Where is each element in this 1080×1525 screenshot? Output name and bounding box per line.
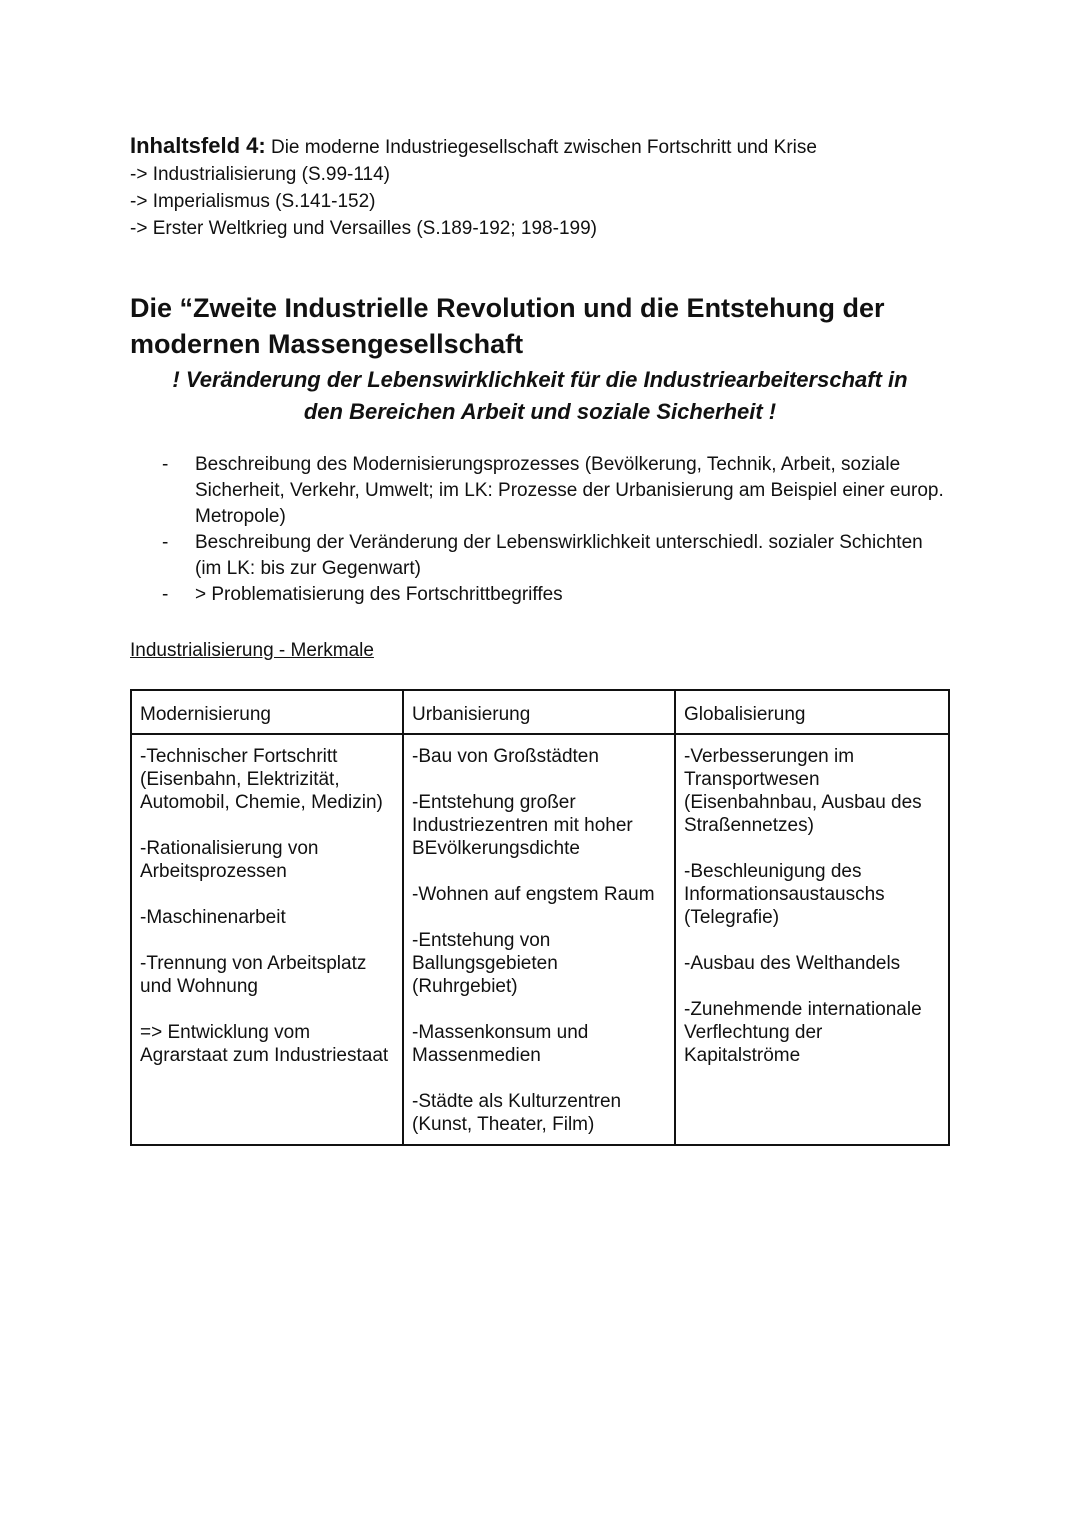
cell-item: -Massenkonsum und Massenmedien bbox=[412, 1022, 589, 1066]
cell-item: -Entstehung von Ballungsgebieten (Ruhrgebiet) bbox=[412, 930, 558, 997]
column-header-urbanisierung: Urbanisierung bbox=[403, 690, 675, 734]
bullet-marker: - bbox=[162, 454, 169, 475]
cell-item: -Bau von Großstädten bbox=[412, 746, 599, 767]
bullet-item bbox=[150, 530, 950, 582]
cell-item: -Entstehung großer Industriezentren mit hoher BEvölkerungsdichte bbox=[412, 792, 633, 859]
table-row bbox=[131, 734, 949, 1145]
table-cell-urbanisierung bbox=[403, 734, 675, 1145]
bullet-marker: - bbox=[162, 532, 169, 553]
table-cell-globalisierung bbox=[675, 734, 949, 1145]
topic-reference-industrialisierung: -> Industrialisierung (S.99-114) bbox=[130, 164, 390, 185]
page-subtitle-line-2: den Bereichen Arbeit und soziale Sicherheit ! bbox=[303, 399, 777, 424]
table-cell-modernisierung bbox=[131, 734, 403, 1145]
features-table bbox=[130, 689, 950, 1146]
cell-item: -Technischer Fortschritt (Eisenbahn, Elektrizität, Automobil, Chemie, Medizin) bbox=[140, 746, 383, 813]
cell-item: -Maschinenarbeit bbox=[140, 907, 286, 928]
cell-item: -Trennung von Arbeitsplatz und Wohnung bbox=[140, 953, 367, 997]
topic-reference-imperialismus: -> Imperialismus (S.141-152) bbox=[130, 191, 376, 212]
bullet-item bbox=[150, 582, 950, 608]
page-subtitle-line-1: ! Veränderung der Lebenswirklichkeit für die Industriearbeiterschaft in bbox=[172, 367, 908, 392]
section-heading: Industrialisierung - Merkmale bbox=[130, 640, 374, 661]
column-header-modernisierung: Modernisierung bbox=[131, 690, 403, 734]
cell-item: -Wohnen auf engstem Raum bbox=[412, 884, 655, 905]
content-field-header bbox=[130, 132, 1010, 242]
cell-item: -Verbesserungen im Transportwesen (Eisenbahnbau, Ausbau des Straßennetzes) bbox=[684, 746, 922, 836]
page-title bbox=[130, 290, 1010, 362]
bullet-item bbox=[150, 452, 950, 530]
topic-reference-weltkrieg: -> Erster Weltkrieg und Versailles (S.189-192; 198-199) bbox=[130, 218, 597, 239]
content-field-topic: Die moderne Industriegesellschaft zwischen Fortschritt und Krise bbox=[270, 137, 817, 158]
cell-item: -Rationalisierung von Arbeitsprozessen bbox=[140, 838, 319, 882]
column-header-globalisierung: Globalisierung bbox=[675, 690, 949, 734]
bullet-list bbox=[150, 452, 950, 608]
table-header-row bbox=[131, 690, 949, 734]
cell-item: -Städte als Kulturzentren (Kunst, Theater, Film) bbox=[412, 1091, 622, 1135]
cell-item: => Entwicklung vom Agrarstaat zum Industriestaat bbox=[140, 1022, 389, 1066]
cell-item: -Ausbau des Welthandels bbox=[684, 953, 901, 974]
bullet-text: > Problematisierung des Fortschrittbegriffes bbox=[195, 584, 563, 605]
content-field-label: Inhaltsfeld 4: bbox=[130, 133, 266, 158]
page-title-line-1: Die “Zweite Industrielle Revolution und die Entstehung der bbox=[130, 293, 885, 323]
page-title-line-2: modernen Massengesellschaft bbox=[130, 329, 524, 359]
bullet-text: Beschreibung der Veränderung der Lebenswirklichkeit unterschiedl. sozialer Schichten (im LK: bis zur Gegenwart) bbox=[195, 532, 923, 579]
cell-item: -Beschleunigung des Informationsaustauschs (Telegrafie) bbox=[684, 861, 885, 928]
cell-item: -Zunehmende internationale Verflechtung der Kapitalströme bbox=[684, 999, 922, 1066]
content-field-line bbox=[130, 132, 1010, 161]
bullet-marker: - bbox=[162, 584, 169, 605]
page-subtitle bbox=[130, 364, 950, 428]
bullet-text: Beschreibung des Modernisierungsprozesses (Bevölkerung, Technik, Arbeit, soziale Sicherheit, Verkehr, Umwelt; im LK: Prozesse der Urbanisierung am Beispiel einer europ. Metropole) bbox=[195, 454, 944, 527]
